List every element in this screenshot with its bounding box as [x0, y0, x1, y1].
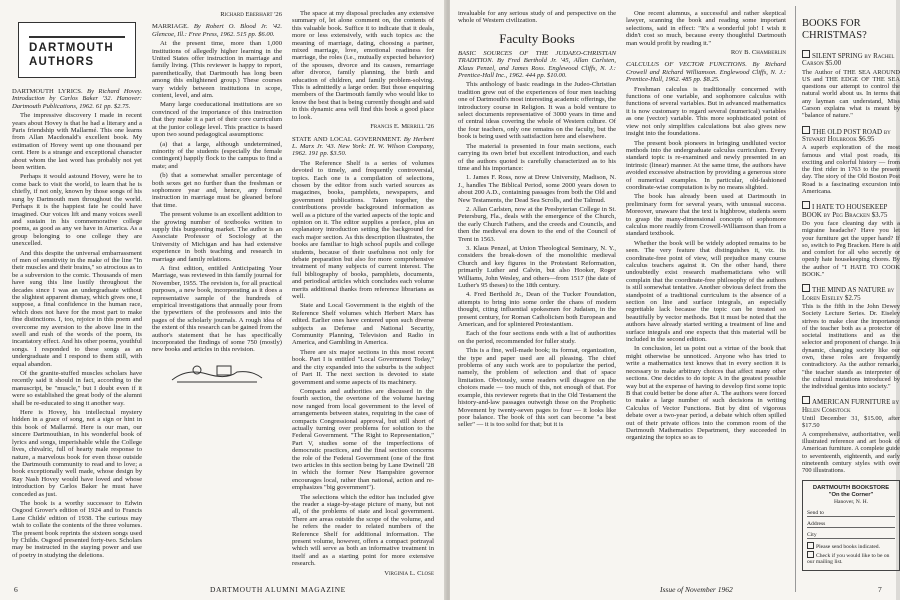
- left-column-3: [292, 10, 434, 577]
- review-paragraph: (b) that a somewhat smaller percentage of both sexes get no further than the freshman or sophomore year and, hence, any formal instruction in marriage must be gleaned before that time.: [152, 172, 282, 209]
- book-item: [802, 396, 900, 474]
- review-paragraph: 4. Fred Berthold Jr., Dean of the Tucker Foundation, attempts to bring into some order the chaos of modern thought, citing influential spokesmen for Judaism, in the present century, for Roman Catholicism both European and American, and for splintered Protestantism.: [458, 291, 616, 329]
- review-paragraph: The book has already been used at Dartmouth in preliminary form for several years, with unusual success. Moreover, unaware that the text is highbrow, students seem to grasp the many-dimensional concepts of sophomore calculus more readily from Crowell-Williamson than from a standard textbook.: [626, 193, 786, 238]
- order-checkbox[interactable]: [802, 126, 810, 134]
- bookstore-ad-panel: [795, 6, 900, 592]
- review-paragraph: Here is Hovey, his intellectual mystery hidden in a grace of song, not a sign or hint in this book of Mallarmé. Here is our man, our sincere Dartmouthian, in his wonderful book of lyrics and songs, imperishable while the College lives, chivalric, full of hearty male response to nature, a marvelous book for even those outside the Dartmouth community to read and to love; a book exceptionally well made, whose design by Ray Nash Hovey would have loved and whose introduction by Carlos Baker he must have conceded as just.: [12, 409, 142, 498]
- faculty-books-title: Faculty Books: [499, 30, 575, 46]
- book-price: $6.95: [858, 134, 875, 143]
- city-field[interactable]: City: [807, 532, 895, 539]
- review-paragraph: There are six major sections in this most recent book. Part I is entitled "Local Government Today," and the city expanded into the suburbs is the subject of Part II. The next section is devoted to state government and some aspects of its machinery.: [292, 348, 434, 386]
- review-paragraph: The present volume is an excellent addition to the growing number of textbooks written to supply this burgeoning market. The author is an Associate Professor of Sociology at the University of Michigan and has had extensive experience in both teaching and research in marriage and family relations.: [152, 211, 282, 263]
- review-paragraph: One recent alumnus, a successful and rather skeptical lawyer, scanning the book and reading some important selections, said in effect: "It's a wonderful job! I wish it didn't cost so much, because every thoughtful Dartmouth man would profit by reading it.": [626, 10, 786, 47]
- review-heading: DARTMOUTH LYRICS. By Richard Hovey. Introduction by Carlos Baker '32. Hanover: Dartmouth Publications, 1962. 61 pp. $2.75.: [12, 88, 142, 110]
- book-title: THE MIND AS NATURE by Loren Eiseley: [802, 286, 895, 302]
- review-paragraph: And this despite the universal embarrassment of men of sensitivity in the make of the line "In their muscles and their brains," so atrocious as to be a subversion to the comic. Thousands of men have sung this line lustily throughout the decades since I was an undergraduate without the slightest apparent dismay, which gives one, I suppose, a final confidence in the human race, which does not have for the most part to make fine distinctions. I, too, rejoice in this poem and overcome my aversion to the above line in the swell and rush of the words of the poem, its incantatory effect. And his other poems, youthful songs. I responded to these songs as an undergraduate and I respond to them still, with equal abandon.: [12, 249, 142, 368]
- review-paragraph: This anthology of basic readings in the Judeo-Christian tradition grew out of the experiences of four men teaching one of Dartmouth's most interesting academic offerings, the introductory course in Religion. It was a bold venture to select documents representative of 3000 years in time and of central ideas covering the whole of Western culture. Of the four teachers, only one remains on the faculty, but the book is being used with satisfaction here and elsewhere.: [458, 81, 616, 141]
- left-page-number: 6: [14, 585, 18, 594]
- review-paragraph: State and Local Government is the eighth of the Reference Shelf volumes which Herbert Marx has edited. Earlier ones have centered upon such diverse subjects as Defense and National Security, Community Planning, Television and Radio in America, and Gambling in America.: [292, 302, 434, 347]
- review-paragraph: 2. Allan Carlsten, now at the Presbyterian College in St. Petersburg, Fla., deals with the emergence of the Church, the early Church Fathers, and the creeds and Councils, and then the medieval era down to the end of the Council of Trent in 1563.: [458, 205, 616, 243]
- book-title: SILENT SPRING by Rachel Carson: [802, 52, 895, 68]
- book-description: Do you face cleaning day with a migraine headache? Have you let your furniture get the upper hand? If so, switch to Peg Bracken. Here is aid and comfort for all who secretly or openly hate housekeeping chores. By the author of "I HATE TO COOK BOOK.": [802, 219, 900, 279]
- book-item: [802, 284, 900, 390]
- book-title: AMERICAN FURNITURE by Helen Comstock: [802, 398, 900, 414]
- book-description: This is the fifth in the John Dewey Society Lecture Series. Dr. Eiseley strives to make clear the importance of the teacher both as a protector of societal institutions and as the selector and proponent of change. In a dynamic, changing society like our own, these roles are frequently contradictory. As the author remarks, "the teacher stands as interpreter of the cultural mutations introduced by the individual genius into society.": [802, 302, 900, 391]
- book-item: [802, 50, 900, 120]
- review-paragraph: The space at my disposal precludes any extensive summary of, let alone comment on, the contents of this valuable book. Suffice it to indicate that it deals, more or less extensively, with such topics as: the meaning of marriage, dating, choosing a partner, mixed marriage, love, emotional readiness for marriage, the roles (i.e., mutually expected behavior) of the spouses, divorce and its causes, remarriage after divorce, family planning, the birth and education of children, and family problem-solving. This is admittedly a large order. But those enquiring members of the Dartmouth family who would like to know the best that is being currently thought and said in this dynamic area will find this book a good place to look.: [292, 10, 434, 121]
- review-paragraph: This is a fine, well-made book; its format, organization, the type and paper used are all pleasing. The chief problems of any such work are to popularize the period, namely, the problem of selection and that of space limitation. Obviously, some readers will disagree on the choices made — too much of this, not enough of that. For example, this reviewer regrets that in the Old Testament the history-and-law passages outweigh those on the Prophetic Movement by twenty-seven pages to four — it looks like poor balance. The book of this sort can become "a best seller" — it is too solid for that; but it is: [458, 347, 616, 429]
- right-column-2: [626, 10, 786, 558]
- left-page: [0, 0, 446, 600]
- review-signature: Roy B. Chamberlin: [730, 49, 786, 57]
- book-item: [802, 126, 900, 196]
- magazine-name: DARTMOUTH ALUMNI MAGAZINE: [210, 585, 346, 594]
- logo-line-1: DARTMOUTH: [29, 42, 114, 54]
- review-paragraph: Perhaps it would astound Hovey, were he to come back to visit the world, to learn that he is chiefly, if not only, known by those songs of his sung by Dartmouth men throughout the world. Perhaps it is the happiest fate he could have imagined. Our voices lift and many voices swell and sustain in his commemorative college poems, as good as any we have in America. As a group belonging to one college they are unexcelled.: [12, 173, 142, 248]
- order-checkbox[interactable]: [802, 284, 810, 292]
- order-form: [802, 480, 900, 571]
- book-description: A comprehensive, authoritative, well illustrated reference and art book of American furniture. A complete guide to seventeenth, eighteenth, and early nineteenth century styles with over 700 illustrations.: [802, 430, 900, 475]
- ad-title: BOOKS FOR CHRISTMAS?: [802, 18, 867, 41]
- checkbox-icon: [807, 551, 814, 558]
- order-form-subheader: Hanover, N. H.: [833, 499, 869, 506]
- checkbox-icon: [807, 542, 814, 549]
- review-paragraph: 3. Klaus Penzel, at Union Theological Seminary, N. Y., considers the break-down of the monolithic medieval Church and key figures in the Protestant Reformation, primarily Luther and Calvin, but also Hooker, Roger Williams, John Wesley, and others—from 1517 (the date of Luther's 95 theses) to the 18th century.: [458, 244, 616, 289]
- book-description: A superb exploration of the most famous and vital post roads, its exciting and colorful history — from the first rider in 1763 to the present day. The story of the Old Boston Post Road is a fascinating excursion into Americana.: [802, 144, 900, 196]
- review-paragraph: The impressive discovery I made in recent years about Hovey is that he had a literary and a Paris friendship with Mallarmé. This one learns from Allan Macdonald's excellent book. My estimation of Hovey went up one thousand per cent. Here is a strange and exceptional character about whom the last word has probably not yet been written.: [12, 112, 142, 172]
- review-paragraph: The material is presented in four main sections, each carrying its own brief but excellent introduction, and each of the authors quoted is carefully characterized as to his time and his importance:: [458, 142, 616, 172]
- review-heading: BASIC SOURCES OF THE JUDAEO-CHRISTIAN TRADITION. By Fred Berthold Jr. '45, Allan Carlsten, Klaus Penzel, and James Ross. Englewood Cliffs, N. J.: Prentice-Hall Inc., 1962. 444 pp. $10.00.: [458, 49, 616, 80]
- address-field[interactable]: Address: [807, 521, 895, 528]
- issue-date: Issue of November 1962: [660, 585, 733, 594]
- review-paragraph: The Reference Shelf is a series of volumes devoted to timely, and frequently controversial, topics. Each one is a compilation of selections, chosen by the editor from such varied sources as magazines, books, pamphlets, newspapers, and government publications. Taken together, the contributions provide background information as well as a picture of the varied aspects of the topic and opinion on it. The editor supplies a preface, plus an explanatory introduction setting the background for each major section. As this description illustrates, the books are familiar to high school pupils and college students, because of their usefulness not only for debate preparation but also for more comprehensive treatment of many subjects of current interest. The full bibliography of books, pamphlets, documents, and periodical articles which concludes each volume merits additional thanks from reference librarians as well.: [292, 159, 434, 301]
- review-paragraph: A first edition, entitled Anticipating Your Marriage, was reviewed in this family journal for November, 1955. The revision is, for all practical purposes, a new book, incorporating as it does a representative sample of the hundreds of empirical investigations that annually pour from the typewriters of the professors and into the pages of the scholarly journals. A rough idea of the extent of this research can be gained from the author's statement that he has specifically incorporated the findings of some 750 (mostly) new books and articles in this revision.: [152, 265, 283, 354]
- review-heading: MARRIAGE. By Robert O. Blood Jr. '42. Glencoe, Ill.: Free Press, 1962. 515 pp. $6.00.: [152, 23, 282, 38]
- book-price: $3.75: [871, 210, 888, 219]
- review-paragraph: The book is a worthy successor to Edwin Osgood Grover's edition of 1924 and to Francis Lane Childs' edition of 1938. The curious may wish to collate the contents of the three volumes. The present book reprints the sixteen songs used by Childs. Osgood presented forty-two. Scholars may be instructed in the staying power and use of poetry in studying the deletions.: [12, 499, 142, 559]
- book-title: I HATE TO HOUSEKEEP BOOK by Peg Bracken: [802, 203, 888, 219]
- review-signature: Richard Eberhart '26: [220, 11, 282, 18]
- logo-line-2: AUTHORS: [29, 56, 95, 68]
- review-paragraph: Whether the book will be widely adopted remains to be seen. The very feature that distinguishes it, viz. its coordinate-free point of view, will prejudice many course calculus teachers against it. On the other hand, there undoubtedly exist research mathematicians who will complain that the coordinate-free philosophy of the authors is still somewhat tentative. Another obvious defect from the standpoint of a traditional curriculum is the absence of a section on line and surface integrals, an especially regrettable lack because the topic can be treated so beautifully by vector methods. But it must be noted that the authors have already started writing a treatment of line and surface integrals and one expects that this material will be included in the second edition.: [626, 239, 786, 344]
- reading-man-illustration: [167, 360, 267, 384]
- send-to-field[interactable]: Send to: [807, 510, 895, 517]
- book-title: THE OLD POST ROAD by Stewart Holbrook: [802, 127, 891, 143]
- review-heading: CALCULUS OF VECTOR FUNCTIONS. By Richard Crowell and Richard Williamson. Englewood Cliffs, N. J.: Prentice-Hall, 1962. 485 pp. $8.25.: [626, 61, 787, 84]
- review-paragraph: In conclusion, let us point out a virtue of the book that might otherwise be unnoticed. Anyone who has tried to write a mathematics text knows that in every section it is necessary to make arbitrary choices that affect many other sections. One decides to do topic A in the greatest possible way but at the expense of having to develop first some topic B that could better be done after A. The authors were forced to make a large number of such decisions in writing Calculus of Vector Functions. But by dint of vigorous debate over a two-year period, a debate which often spilled out of their private offices into the common room of the Dartmouth Mathematics Department, they succeeded in organizing the topics so as to: [626, 345, 786, 442]
- review-heading: STATE AND LOCAL GOVERNMENT. By Herbert L. Marx Jr. '43. New York: H. W. Wilson Company, 1962. 191 pp. $3.50.: [292, 135, 434, 158]
- book-price: $5.00: [825, 59, 842, 68]
- review-paragraph: The present book pioneers in bringing undiluted vector methods into the undergraduate calculus curriculum. Every standard topic is re-examined and newly presented in an intrinsic (linear) manner. At the same time, the authors have avoided excessive abstraction by providing a generous store of numerical examples. In particular, old-fashioned coordinate-wise computation is by no means slighted.: [626, 139, 786, 191]
- book-price: Until December 31, $15.00, after $17.50: [802, 415, 900, 430]
- left-column-1: [12, 10, 142, 561]
- right-page-number: 7: [878, 585, 882, 594]
- right-column-1: [458, 10, 616, 558]
- right-page: [450, 0, 900, 600]
- order-form-header: DARTMOUTH BOOKSTORE "On the Corner": [812, 485, 890, 499]
- review-signature: Virginia L. Close: [384, 569, 434, 577]
- book-item: [802, 201, 900, 278]
- review-paragraph: Freshman calculus is traditionally concerned with functions of one variable, and sophomore calculus with functions of several variables. But in advanced mathematics it is now customary to regard several (numerical) variables as one (vector) variable. This more sophisticated point of view not only simplifies calculations but also gives new insight into the foundations.: [626, 85, 786, 138]
- review-signature: Francis E. Merrill '26: [370, 123, 434, 131]
- left-column-2: [152, 10, 282, 555]
- option-mailing-list[interactable]: Check if you would like to be on our mailing list.: [807, 552, 890, 566]
- dartmouth-authors-logo: [18, 22, 136, 78]
- review-paragraph: At the present time, more than 1,000 institutions of allegedly higher learning in the United States offer instruction in marriage and family living. (This reviewer is happy to report, parenthetically, that Dartmouth has long been among this enlightened group.) These courses vary widely between institutions in scope, content, level, and aim.: [152, 40, 282, 100]
- review-paragraph: Each of the four sections ends with a list of authorities on the period, recommended for fuller study.: [458, 330, 616, 345]
- review-paragraph: Compacts and authorities are discussed in the fourth section, the overtone of the volume having now ranged from local government to the level of arrangements between states, requiring in the case of compacts Congressional approval, but still short of actually turning over problems for solution to the Federal Government. "The Right to Representation," Part V, studies some of the imperfections of democratic practices, and the final section concerns the role of the Federal Government (one of the first two articles in this section being by Lane Dwinell '28 in which the former New Hampshire governor encourages local, rather than national, action and re-emphasizes "big government").: [292, 387, 434, 492]
- review-paragraph: Many large coeducational institutions are so convinced of the importance of this instruction that they make it a part of their core curriculum at the junior college level. This practice is based upon two sound pedagogical assumptions:: [152, 101, 282, 139]
- review-paragraph: (a) that a large, although undetermined, minority of the students (especially the female contingent) happily flock to the campus to find a mate; and: [152, 140, 282, 170]
- option-send-books[interactable]: Please send books indicated.: [807, 542, 895, 551]
- order-checkbox[interactable]: [802, 201, 810, 209]
- order-checkbox[interactable]: [802, 396, 810, 404]
- book-description: The Author of THE SEA AROUND US and THE EDGE OF THE SEA questions our attempt to control the natural world about us. In terms that any layman can understand, Miss Carson explains what is meant by "balance of nature.": [802, 68, 900, 120]
- review-paragraph: Of the granite-stuffed muscles scholars have recently said it should in fact, according to the manuscript, be "muscle," but I doubt even if it were so established the great body of the alumni shall be re-educated to sing it another way.: [12, 370, 142, 407]
- order-checkbox[interactable]: [802, 50, 810, 58]
- review-paragraph: 1. James F. Ross, now at Drew University, Madison, N. J., handles The Biblical Period, some 2000 years down to about 200 A.D., containing passages from both the Old and New Testaments, the Dead Sea Scrolls, and the Talmud.: [458, 174, 616, 204]
- book-price: $2.75: [844, 293, 861, 302]
- review-paragraph: invaluable for any serious study of and perspective on the whole of Western civilization.: [458, 10, 616, 25]
- review-paragraph: The selections which the editor has included give the reader a stage-by-stage picture of many, but not all, of the problems of state and local government. There are areas outside the scope of the volume, and he refers the reader to related numbers of the Reference Shelf for additional information. The present volume, however, offers a compact portrayal which will serve as both an informative treatment in itself and as a starting point for more extensive research.: [292, 493, 434, 568]
